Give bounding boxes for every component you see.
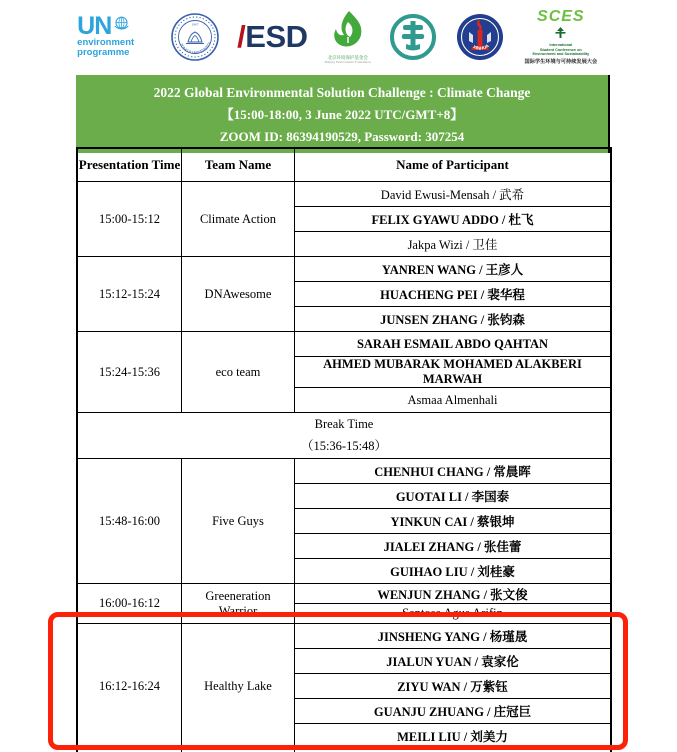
- svg-text:1907: 1907: [191, 22, 199, 27]
- sces-tree-icon: [554, 25, 567, 43]
- sces-acronym: SCES: [537, 7, 585, 25]
- participant-name: AHMED MUBARAK MOHAMED ALAKBERI MARWAH: [295, 357, 612, 388]
- svg-text:TONGJI UNIVERSITY: TONGJI UNIVERSITY: [178, 41, 213, 56]
- unep-wordmark: [77, 12, 130, 41]
- sces-logo: [522, 9, 600, 65]
- participant-name: YINKUN CAI / 蔡银坤: [295, 509, 612, 534]
- event-header: [76, 75, 610, 153]
- team-name: Climate Action: [182, 182, 295, 257]
- column-header-0: Presentation Time: [77, 148, 182, 182]
- participant-name: JINSHENG YANG / 杨瑾晟: [295, 624, 612, 649]
- sces-line-cn: 国际学生环境与可持续发展大会: [524, 59, 598, 66]
- team-name: DNAwesome: [182, 257, 295, 332]
- participant-name: GUIHAO LIU / 刘桂豪: [295, 559, 612, 584]
- green-foundation-caption-cn: 北京环境保护基金会: [327, 54, 368, 60]
- session-time: 15:12-15:24: [77, 257, 182, 332]
- green-foundation-caption-en: Beijing Environment Foundation: [324, 60, 371, 65]
- table-header-row: [77, 148, 611, 182]
- participant-name: JIALUN YUAN / 袁家伦: [295, 649, 612, 674]
- xinhua-label: XINHUA: [472, 43, 490, 51]
- empty-cell: [182, 749, 295, 752]
- participant-row: [77, 459, 611, 484]
- team-name: Five Guys: [182, 459, 295, 584]
- session-time: 15:00-15:12: [77, 182, 182, 257]
- team-name: eco team: [182, 332, 295, 413]
- session-time: 15:48-16:00: [77, 459, 182, 584]
- participant-name: Asmaa Almenhali: [295, 388, 612, 413]
- team-name: Greeneration Warrior: [182, 584, 295, 624]
- tongji-university-logo: [170, 12, 220, 62]
- schedule-table: [76, 147, 612, 752]
- participant-name: WENJUN ZHANG / 张文俊: [295, 584, 612, 604]
- participant-name: GUOTAI LI / 李国泰: [295, 484, 612, 509]
- participant-name: GUANJU ZHUANG / 庄冠巨: [295, 699, 612, 724]
- participant-name: YANREN WANG / 王彦人: [295, 257, 612, 282]
- participant-name: JIALEI ZHANG / 张佳蕾: [295, 534, 612, 559]
- green-flame-icon: [328, 10, 368, 55]
- participant-name: HUACHENG PEI / 裴华程: [295, 282, 612, 307]
- participant-name: CHENHUI CHANG / 常晨晖: [295, 459, 612, 484]
- participant-row: [77, 182, 611, 207]
- break-time-range: （15:36-15:48）: [300, 438, 388, 453]
- esd-logo: [237, 19, 307, 55]
- participant-name: JUNSEN ZHANG / 张钧森: [295, 307, 612, 332]
- participant-row: [77, 584, 611, 604]
- xinhua-logo: [455, 12, 505, 62]
- esd-text: ESD: [245, 19, 308, 54]
- column-header-1: Team Name: [182, 148, 295, 182]
- unep-un-text: UN: [77, 12, 112, 41]
- participant-row: [77, 332, 611, 357]
- session-time: 15:24-15:36: [77, 332, 182, 413]
- event-time: 【15:00-18:00, 3 June 2022 UTC/GMT+8】: [220, 107, 464, 123]
- sces-line2: Student Conference on: [539, 47, 582, 52]
- event-title: 2022 Global Environmental Solution Challenge : Climate Change: [153, 85, 531, 100]
- break-cell: [77, 413, 611, 459]
- unep-line2: programme: [77, 47, 130, 59]
- sces-line1: International: [549, 42, 573, 47]
- participant-row: [77, 624, 611, 649]
- event-zoom-info: ZOOM ID: 86394190529, Password: 307254: [219, 128, 465, 144]
- participant-name: MEILI LIU / 刘美力: [295, 724, 612, 749]
- sces-line3: Environment and Sustainability: [532, 52, 590, 57]
- participant-name: Sentosa Agus Arifin: [295, 604, 612, 624]
- participant-name: David Ewusi-Mensah / 武希: [295, 182, 612, 207]
- participant-name: ZIYU WAN / 万紫钰: [295, 674, 612, 699]
- session-time: 16:00-16:12: [77, 584, 182, 624]
- partial-next-row: [77, 749, 611, 752]
- session-time: 16:12-16:24: [77, 624, 182, 749]
- participant-name: FELIX GYAWU ADDO / 杜飞: [295, 207, 612, 232]
- unep-logo: [77, 12, 153, 59]
- logo-bar: [0, 6, 677, 68]
- green-foundation-logo: [325, 10, 371, 65]
- column-header-2: Name of Participant: [295, 148, 612, 182]
- break-title: Break Time: [314, 417, 374, 432]
- empty-cell: [295, 749, 612, 752]
- participant-name: Jakpa Wizi / 卫佳: [295, 232, 612, 257]
- unep-line1: environment: [77, 36, 135, 48]
- abc-bank-logo: [388, 12, 438, 62]
- esd-slash: /: [237, 19, 246, 54]
- un-emblem-icon: [113, 15, 130, 37]
- participant-row: [77, 257, 611, 282]
- empty-cell: [77, 749, 182, 752]
- participant-name: SARAH ESMAIL ABDO QAHTAN: [295, 332, 612, 357]
- team-name: Healthy Lake: [182, 624, 295, 749]
- break-row: [77, 413, 611, 459]
